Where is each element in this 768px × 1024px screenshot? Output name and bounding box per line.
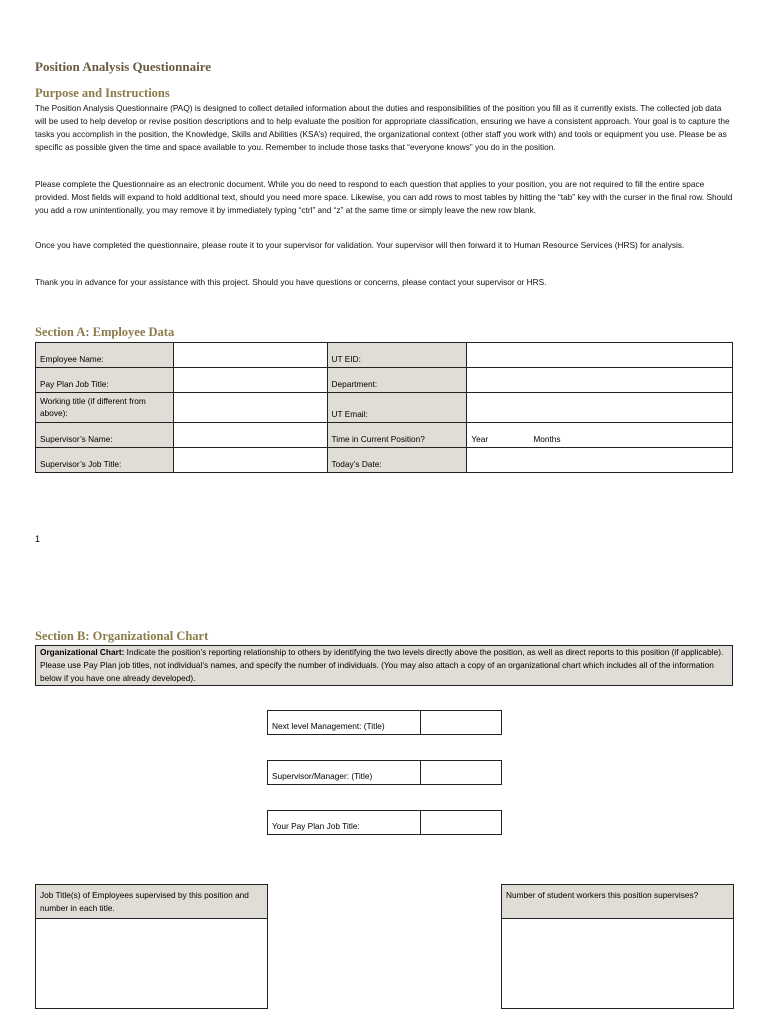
student-workers-field[interactable]	[502, 919, 733, 1008]
table-row	[36, 393, 733, 423]
supervised-titles-label: Job Title(s) of Employees supervised by this position and number in each title.	[36, 885, 267, 919]
employee-data-table	[35, 342, 733, 473]
department-field[interactable]	[467, 368, 733, 393]
page-number: 1	[35, 534, 41, 544]
next-level-management-field[interactable]	[421, 711, 501, 734]
purpose-paragraph-1: The Position Analysis Questionnaire (PAQ) is designed to collect detailed information about the duties and responsibilities of the position you fill as it currently exists. The collected job data will be used to help develop or revise position descriptions and to help evaluate the position for appropriate classification, ensuring we have a consistent approach. Your goal is to capture the tasks you accomplish in the position, the Knowledge, Skills and Abilities (KSA’s) required, the organizational context (other staff you work with) and tools or equipment you use. Please be as specific as possible given the time and space available to you. Remember to include those tasks that “everyone knows” you do in the position.	[35, 103, 730, 152]
supervised-titles-box	[35, 884, 268, 1009]
time-in-position-label: Time in Current Position?	[327, 423, 467, 448]
time-in-position-field[interactable]	[467, 423, 733, 448]
pay-plan-job-title-field[interactable]	[173, 368, 327, 393]
working-title-field[interactable]	[173, 393, 327, 423]
purpose-paragraph-2: Please complete the Questionnaire as an electronic document. While you do need to respond to each question that applies to your position, you are not required to fill the entire space provided. Most fields will expand to hold additional text, should you need more space. Likewise, you can add rows to most tables by hitting the “tab” key with the curser in the final row. Should you add a row unintentionally, you may remove it by immediately typing “ctrl” and “z” at the same time or simply leave the new row blank.	[35, 179, 733, 215]
your-pay-plan-title-box	[267, 810, 502, 835]
section-b-heading: Section B: Organizational Chart	[35, 629, 209, 643]
supervisor-manager-label: Supervisor/Manager: (Title)	[268, 761, 421, 784]
section-a-heading: Section A: Employee Data	[35, 325, 175, 339]
supervisor-name-field[interactable]	[173, 423, 327, 448]
page-title: Position Analysis Questionnaire	[35, 59, 212, 74]
org-chart-instructions	[35, 645, 733, 686]
employee-name-field[interactable]	[173, 343, 327, 368]
supervisor-job-title-label: Supervisor’s Job Title:	[36, 448, 174, 473]
ut-email-label: UT Email:	[327, 393, 467, 423]
supervisor-manager-box	[267, 760, 502, 785]
purpose-paragraph-4: Thank you in advance for your assistance with this project. Should you have questions or concerns, please contact your supervisor or HRS.	[35, 277, 547, 287]
student-workers-label: Number of student workers this position supervises?	[502, 885, 733, 919]
ut-email-field[interactable]	[467, 393, 733, 423]
supervised-titles-field[interactable]	[36, 919, 267, 1008]
table-row	[36, 368, 733, 393]
supervisor-manager-field[interactable]	[421, 761, 501, 784]
employee-name-label: Employee Name:	[36, 343, 174, 368]
purpose-heading: Purpose and Instructions	[35, 86, 170, 100]
table-row	[36, 343, 733, 368]
student-workers-box	[501, 884, 734, 1009]
year-label: Year	[471, 434, 489, 444]
next-level-management-box	[267, 710, 502, 735]
ut-eid-field[interactable]	[467, 343, 733, 368]
todays-date-field[interactable]	[467, 448, 733, 473]
todays-date-label: Today’s Date:	[327, 448, 467, 473]
purpose-paragraph-3: Once you have completed the questionnaire, please route it to your supervisor for validation. Your supervisor will then forward it to Human Resource Services (HRS) for analysis.	[35, 240, 685, 250]
ut-eid-label: UT EID:	[327, 343, 467, 368]
supervisor-job-title-field[interactable]	[173, 448, 327, 473]
your-pay-plan-title-label: Your Pay Plan Job Title:	[268, 811, 421, 834]
department-label: Department:	[327, 368, 467, 393]
supervisor-name-label: Supervisor’s Name:	[36, 423, 174, 448]
your-pay-plan-title-field[interactable]	[421, 811, 501, 834]
next-level-management-label: Next level Management: (Title)	[268, 711, 421, 734]
working-title-label: Working title (if different from above):	[36, 393, 174, 423]
org-chart-label: Organizational Chart:	[40, 647, 125, 657]
months-label: Months	[533, 434, 561, 444]
table-row	[36, 423, 733, 448]
table-row	[36, 448, 733, 473]
org-chart-text: Indicate the position’s reporting relationship to others by identifying the two levels directly above the position, as well as direct reports to this position (if applicable). Please use Pay Plan job titles, not individual’s names, and specify the number of individuals. (You may also attach a copy of an organizational chart which includes all of the information below if you have one already developed).	[40, 647, 724, 683]
pay-plan-job-title-label: Pay Plan Job Title:	[36, 368, 174, 393]
